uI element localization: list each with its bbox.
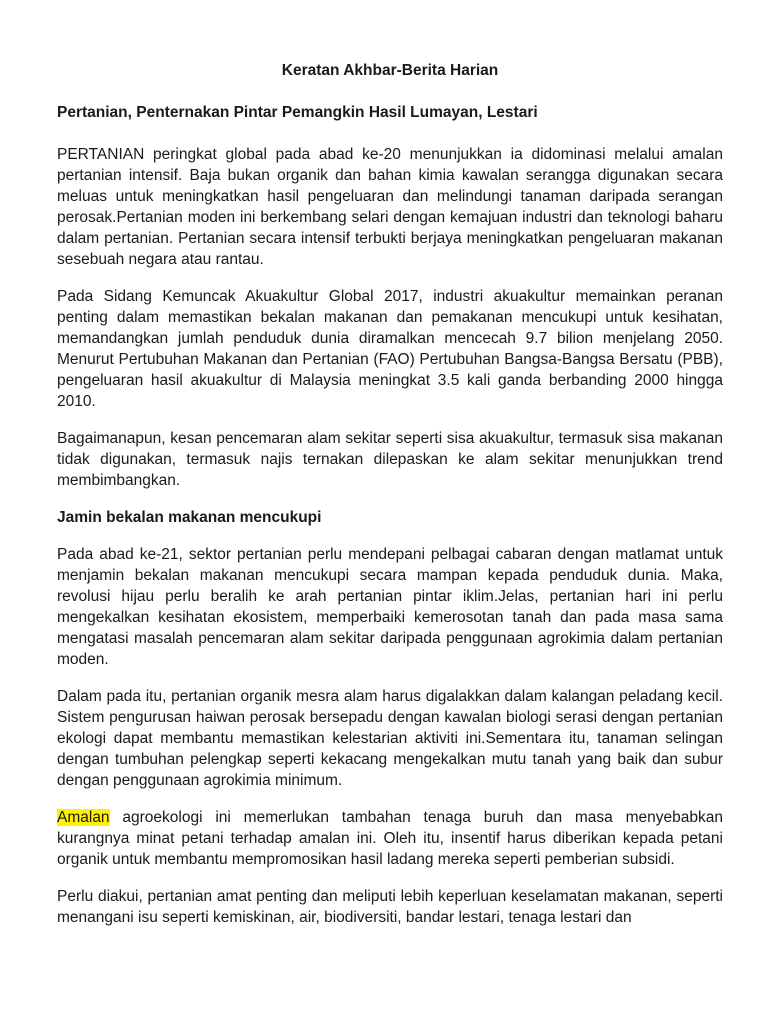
section-subheading: Jamin bekalan makanan mencukupi bbox=[57, 509, 322, 526]
highlighted-text: Amalan bbox=[57, 809, 110, 826]
paragraph-6-text: agroekologi ini memerlukan tambahan tenaga buruh dan masa menyebabkan kurangnya minat petani terhadap amalan ini. Oleh itu, insentif harus diberikan kepada petani organik untuk membantu mempromosikan hasil ladang mereka seperti pemberian subsidi. bbox=[57, 809, 723, 868]
paragraph-5: Dalam pada itu, pertanian organik mesra alam harus digalakkan dalam kalangan peladang kecil. Sistem pengurusan haiwan perosak bersepadu dengan kawalan biologi serasi dengan pertanian ekologi dapat membantu memastikan kelestarian aktiviti ini.Sementara itu, tanaman selingan dengan tumbuhan pelengkap seperti kekacang mengekalkan mutu tanah yang baik dan subur dengan penggunaan agrokimia minimum. bbox=[57, 688, 723, 789]
paragraph-4: Pada abad ke-21, sektor pertanian perlu mendepani pelbagai cabaran dengan matlamat untuk menjamin bekalan makanan mencukupi secara mampan kepada penduduk dunia. Maka, revolusi hijau perlu beralih ke arah pertanian pintar iklim.Jelas, pertanian hari ini perlu mengekalkan kesihatan ekosistem, memperbaiki kemerosotan tanah dan pada masa sama mengatasi masalah pencemaran alam sekitar daripada penggunaan agrokimia dalam pertanian moden. bbox=[57, 546, 723, 668]
document-page bbox=[57, 60, 723, 944]
article-headline: Pertanian, Penternakan Pintar Pemangkin Hasil Lumayan, Lestari bbox=[57, 104, 538, 121]
paragraph-3: Bagaimanapun, kesan pencemaran alam sekitar seperti sisa akuakultur, termasuk sisa makanan tidak digunakan, termasuk najis ternakan dilepaskan ke alam sekitar menunjukkan trend membimbangkan. bbox=[57, 430, 723, 489]
paragraph-1: PERTANIAN peringkat global pada abad ke-20 menunjukkan ia didominasi melalui amalan pertanian intensif. Baja bukan organik dan bahan kimia kawalan serangga digunakan secara meluas untuk meningkatkan hasil pengeluaran dan melindungi tanaman daripada serangan perosak.Pertanian moden ini berkembang selari dengan kemajuan industri dan teknologi baharu dalam pertanian. Pertanian secara intensif terbukti berjaya meningkatkan pengeluaran makanan sesebuah negara atau rantau. bbox=[57, 146, 723, 268]
document-title: Keratan Akhbar-Berita Harian bbox=[281, 62, 499, 79]
paragraph-2: Pada Sidang Kemuncak Akuakultur Global 2017, industri akuakultur memainkan peranan penting dalam memastikan bekalan makanan dan pemakanan mencukupi untuk kesihatan, memandangkan jumlah penduduk dunia diramalkan mencecah 9.7 bilion menjelang 2050. Menurut Pertubuhan Makanan dan Pertanian (FAO) Pertubuhan Bangsa-Bangsa Bersatu (PBB), pengeluaran hasil akuakultur di Malaysia meningkat 3.5 kali ganda berbanding 2000 hingga 2010. bbox=[57, 288, 723, 410]
paragraph-6 bbox=[57, 807, 723, 870]
paragraph-7: Perlu diakui, pertanian amat penting dan meliputi lebih keperluan keselamatan makanan, seperti menangani isu seperti kemiskinan, air, biodiversiti, bandar lestari, tenaga lestari dan bbox=[57, 888, 723, 926]
